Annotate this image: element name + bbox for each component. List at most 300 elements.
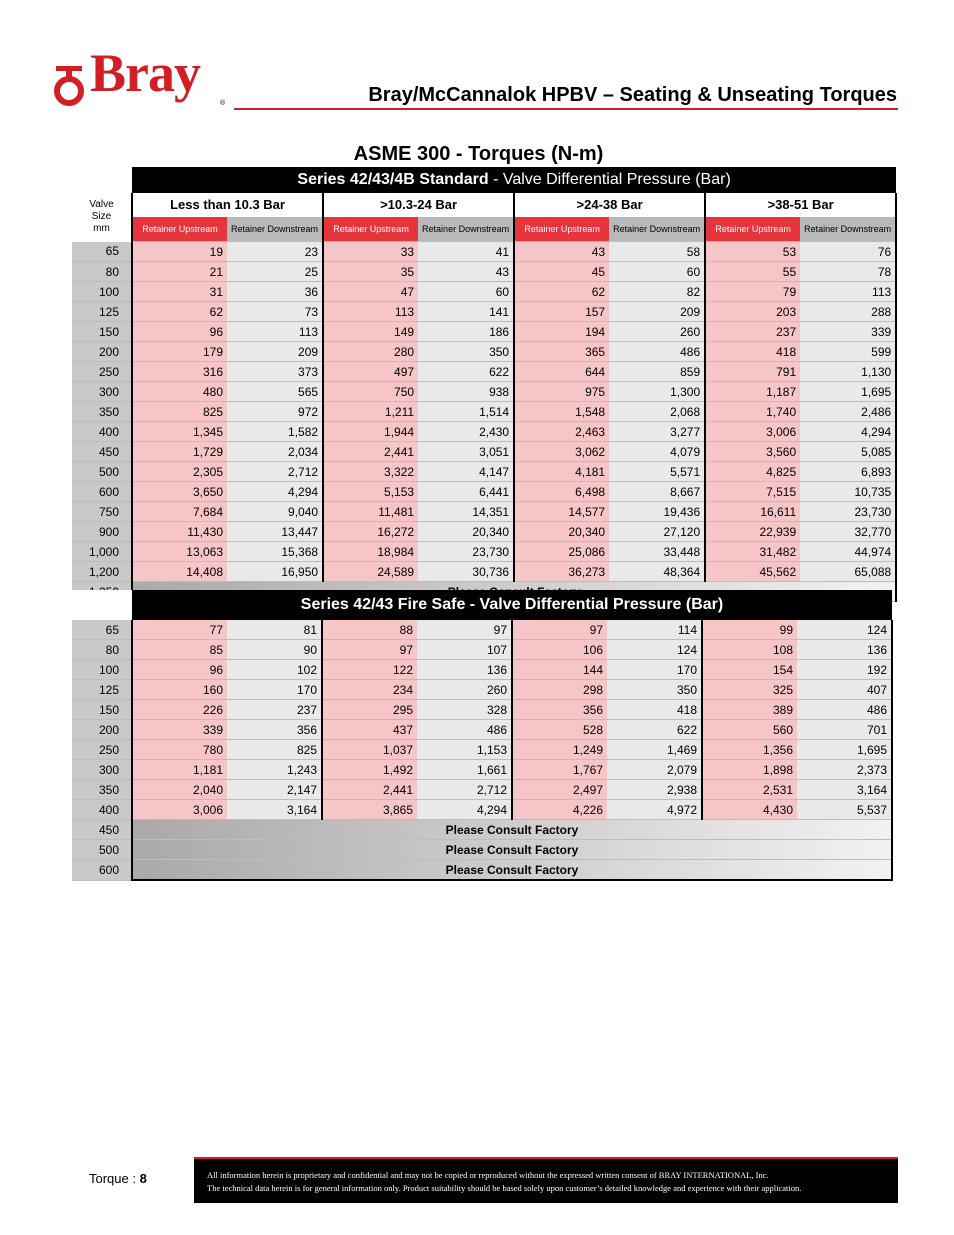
upstream-torque-cell: 3,006 xyxy=(132,800,227,820)
table-row xyxy=(72,800,892,820)
downstream-torque-cell: 23,730 xyxy=(418,542,514,562)
upstream-torque-cell: 791 xyxy=(705,362,800,382)
valve-size-cell: 80 xyxy=(72,640,132,660)
downstream-torque-cell: 209 xyxy=(609,302,705,322)
upstream-torque-cell: 24,589 xyxy=(323,562,418,582)
downstream-torque-cell: 10,735 xyxy=(800,482,896,502)
upstream-torque-cell: 6,498 xyxy=(514,482,609,502)
upstream-torque-cell: 234 xyxy=(322,680,417,700)
table-row xyxy=(72,620,892,640)
upstream-torque-cell: 77 xyxy=(132,620,227,640)
downstream-torque-cell: 4,294 xyxy=(227,482,323,502)
downstream-torque-cell: 825 xyxy=(227,740,322,760)
downstream-torque-cell: 1,582 xyxy=(227,422,323,442)
downstream-torque-cell: 6,441 xyxy=(418,482,514,502)
upstream-torque-cell: 5,153 xyxy=(323,482,418,502)
valve-size-cell: 350 xyxy=(72,780,132,800)
downstream-torque-cell: 60 xyxy=(418,282,514,302)
downstream-torque-cell: 5,537 xyxy=(797,800,892,820)
downstream-torque-cell: 5,085 xyxy=(800,442,896,462)
upstream-torque-cell: 13,063 xyxy=(132,542,227,562)
upstream-torque-cell: 47 xyxy=(323,282,418,302)
downstream-torque-cell: 16,950 xyxy=(227,562,323,582)
range-header: >24-38 Bar xyxy=(514,193,705,217)
upstream-torque-cell: 203 xyxy=(705,302,800,322)
downstream-torque-cell: 2,034 xyxy=(227,442,323,462)
downstream-torque-cell: 1,469 xyxy=(607,740,702,760)
downstream-torque-cell: 4,294 xyxy=(800,422,896,442)
upstream-torque-cell: 365 xyxy=(514,342,609,362)
downstream-torque-cell: 2,068 xyxy=(609,402,705,422)
table-row xyxy=(72,322,896,342)
downstream-torque-cell: 141 xyxy=(418,302,514,322)
table-row xyxy=(72,282,896,302)
downstream-torque-cell: 2,079 xyxy=(607,760,702,780)
upstream-torque-cell: 11,430 xyxy=(132,522,227,542)
downstream-torque-cell: 972 xyxy=(227,402,323,422)
downstream-torque-cell: 5,571 xyxy=(609,462,705,482)
downstream-torque-cell: 25 xyxy=(227,262,323,282)
downstream-torque-cell: 701 xyxy=(797,720,892,740)
downstream-torque-cell: 1,153 xyxy=(417,740,512,760)
valve-size-cell: 400 xyxy=(72,800,132,820)
upstream-torque-cell: 106 xyxy=(512,640,607,660)
downstream-torque-cell: 44,974 xyxy=(800,542,896,562)
downstream-torque-cell: 599 xyxy=(800,342,896,362)
registered-mark: ® xyxy=(220,100,226,107)
upstream-torque-cell: 1,767 xyxy=(512,760,607,780)
downstream-torque-cell: 58 xyxy=(609,242,705,262)
downstream-torque-cell: 136 xyxy=(417,660,512,680)
downstream-torque-cell: 73 xyxy=(227,302,323,322)
valve-size-cell: 200 xyxy=(72,720,132,740)
downstream-torque-cell: 237 xyxy=(227,700,322,720)
downstream-torque-cell: 23,730 xyxy=(800,502,896,522)
downstream-torque-cell: 2,373 xyxy=(797,760,892,780)
downstream-torque-cell: 859 xyxy=(609,362,705,382)
upstream-torque-cell: 2,463 xyxy=(514,422,609,442)
upstream-torque-cell: 356 xyxy=(512,700,607,720)
upstream-torque-cell: 31,482 xyxy=(705,542,800,562)
downstream-torque-cell: 33,448 xyxy=(609,542,705,562)
upstream-torque-cell: 96 xyxy=(132,660,227,680)
downstream-torque-cell: 486 xyxy=(417,720,512,740)
downstream-torque-cell: 373 xyxy=(227,362,323,382)
downstream-torque-cell: 1,661 xyxy=(417,760,512,780)
valve-size-cell: 300 xyxy=(72,382,132,402)
page-header-title: Bray/McCannalok HPBV – Seating & Unseating Torques xyxy=(368,84,897,106)
page-number-value: 8 xyxy=(139,1171,147,1186)
upstream-torque-cell: 16,611 xyxy=(705,502,800,522)
upstream-torque-cell: 88 xyxy=(322,620,417,640)
downstream-torque-cell: 486 xyxy=(797,700,892,720)
sub-header-upstream: Retainer Upstream xyxy=(132,217,227,242)
upstream-torque-cell: 55 xyxy=(705,262,800,282)
upstream-torque-cell: 85 xyxy=(132,640,227,660)
upstream-torque-cell: 316 xyxy=(132,362,227,382)
valve-size-cell: 600 xyxy=(72,482,132,502)
upstream-torque-cell: 4,226 xyxy=(512,800,607,820)
consult-factory-cell: Please Consult Factory xyxy=(132,860,892,881)
downstream-torque-cell: 1,243 xyxy=(227,760,322,780)
downstream-torque-cell: 2,147 xyxy=(227,780,322,800)
table-row xyxy=(72,522,896,542)
upstream-torque-cell: 3,322 xyxy=(323,462,418,482)
upstream-torque-cell: 179 xyxy=(132,342,227,362)
downstream-torque-cell: 4,972 xyxy=(607,800,702,820)
downstream-torque-cell: 20,340 xyxy=(418,522,514,542)
valve-size-cell: 150 xyxy=(72,322,132,342)
upstream-torque-cell: 108 xyxy=(702,640,797,660)
range-header: >38-51 Bar xyxy=(705,193,896,217)
upstream-torque-cell: 157 xyxy=(514,302,609,322)
downstream-torque-cell: 3,164 xyxy=(227,800,322,820)
valve-size-cell: 600 xyxy=(72,860,132,881)
standard-section-title xyxy=(132,167,896,193)
table-row xyxy=(72,820,892,840)
downstream-torque-cell: 81 xyxy=(227,620,322,640)
size-header-line: mm xyxy=(93,223,110,235)
downstream-torque-cell: 350 xyxy=(418,342,514,362)
upstream-torque-cell: 160 xyxy=(132,680,227,700)
table-row xyxy=(72,262,896,282)
range-header: Less than 10.3 Bar xyxy=(132,193,323,217)
upstream-torque-cell: 53 xyxy=(705,242,800,262)
table-row xyxy=(72,502,896,522)
upstream-torque-cell: 480 xyxy=(132,382,227,402)
upstream-torque-cell: 25,086 xyxy=(514,542,609,562)
bray-logo-mark-icon xyxy=(52,66,86,106)
page-label: Torque : xyxy=(89,1171,140,1186)
firesafe-section-title: Series 42/43 Fire Safe - Valve Differential Pressure (Bar) xyxy=(132,590,892,620)
table-row xyxy=(72,760,892,780)
upstream-torque-cell: 20,340 xyxy=(514,522,609,542)
downstream-torque-cell: 15,368 xyxy=(227,542,323,562)
upstream-torque-cell: 418 xyxy=(705,342,800,362)
upstream-torque-cell: 33 xyxy=(323,242,418,262)
valve-size-cell: 100 xyxy=(72,282,132,302)
upstream-torque-cell: 1,356 xyxy=(702,740,797,760)
downstream-torque-cell: 30,736 xyxy=(418,562,514,582)
upstream-torque-cell: 750 xyxy=(323,382,418,402)
downstream-torque-cell: 4,294 xyxy=(417,800,512,820)
valve-size-cell: 80 xyxy=(72,262,132,282)
downstream-torque-cell: 418 xyxy=(607,700,702,720)
disclaimer-line-2: The technical data herein is for general information only. Product suitability should be based solely upon customer’s detailed knowledge and experience with their application. xyxy=(207,1183,802,1193)
upstream-torque-cell: 7,515 xyxy=(705,482,800,502)
downstream-torque-cell: 3,051 xyxy=(418,442,514,462)
upstream-torque-cell: 18,984 xyxy=(323,542,418,562)
valve-size-cell: 200 xyxy=(72,342,132,362)
upstream-torque-cell: 62 xyxy=(132,302,227,322)
upstream-torque-cell: 825 xyxy=(132,402,227,422)
downstream-torque-cell: 192 xyxy=(797,660,892,680)
upstream-torque-cell: 7,684 xyxy=(132,502,227,522)
upstream-torque-cell: 35 xyxy=(323,262,418,282)
valve-size-cell: 150 xyxy=(72,700,132,720)
downstream-torque-cell: 2,712 xyxy=(227,462,323,482)
upstream-torque-cell: 149 xyxy=(323,322,418,342)
upstream-torque-cell: 1,181 xyxy=(132,760,227,780)
upstream-torque-cell: 2,441 xyxy=(322,780,417,800)
upstream-torque-cell: 16,272 xyxy=(323,522,418,542)
downstream-torque-cell: 19,436 xyxy=(609,502,705,522)
upstream-torque-cell: 62 xyxy=(514,282,609,302)
downstream-torque-cell: 622 xyxy=(607,720,702,740)
downstream-torque-cell: 114 xyxy=(607,620,702,640)
upstream-torque-cell: 226 xyxy=(132,700,227,720)
downstream-torque-cell: 32,770 xyxy=(800,522,896,542)
sub-header-downstream: Retainer Downstream xyxy=(227,217,323,242)
table-row xyxy=(72,422,896,442)
downstream-torque-cell: 48,364 xyxy=(609,562,705,582)
upstream-torque-cell: 2,305 xyxy=(132,462,227,482)
downstream-torque-cell: 136 xyxy=(797,640,892,660)
upstream-torque-cell: 1,944 xyxy=(323,422,418,442)
downstream-torque-cell: 124 xyxy=(607,640,702,660)
downstream-torque-cell: 622 xyxy=(418,362,514,382)
table-row xyxy=(72,542,896,562)
valve-size-cell: 125 xyxy=(72,302,132,322)
downstream-torque-cell: 23 xyxy=(227,242,323,262)
bray-logo xyxy=(52,43,232,112)
footer-disclaimer xyxy=(194,1157,898,1203)
downstream-torque-cell: 288 xyxy=(800,302,896,322)
upstream-torque-cell: 1,548 xyxy=(514,402,609,422)
standard-torque-table xyxy=(72,167,897,602)
upstream-torque-cell: 21 xyxy=(132,262,227,282)
downstream-torque-cell: 113 xyxy=(227,322,323,342)
valve-size-cell: 450 xyxy=(72,442,132,462)
upstream-torque-cell: 2,040 xyxy=(132,780,227,800)
downstream-torque-cell: 3,164 xyxy=(797,780,892,800)
table-row xyxy=(72,840,892,860)
downstream-torque-cell: 27,120 xyxy=(609,522,705,542)
range-header: >10.3-24 Bar xyxy=(323,193,514,217)
standard-table-body xyxy=(72,242,896,602)
upstream-torque-cell: 14,577 xyxy=(514,502,609,522)
upstream-torque-cell: 1,492 xyxy=(322,760,417,780)
upstream-torque-cell: 31 xyxy=(132,282,227,302)
downstream-torque-cell: 3,277 xyxy=(609,422,705,442)
table-row xyxy=(72,640,892,660)
upstream-torque-cell: 497 xyxy=(323,362,418,382)
downstream-torque-cell: 407 xyxy=(797,680,892,700)
upstream-torque-cell: 122 xyxy=(322,660,417,680)
table-row xyxy=(72,442,896,462)
downstream-torque-cell: 4,147 xyxy=(418,462,514,482)
downstream-torque-cell: 41 xyxy=(418,242,514,262)
upstream-torque-cell: 45,562 xyxy=(705,562,800,582)
valve-size-cell: 750 xyxy=(72,502,132,522)
upstream-torque-cell: 79 xyxy=(705,282,800,302)
table-row xyxy=(72,780,892,800)
header-rule xyxy=(234,108,898,110)
valve-size-cell: 450 xyxy=(72,820,132,840)
downstream-torque-cell: 339 xyxy=(800,322,896,342)
downstream-torque-cell: 170 xyxy=(607,660,702,680)
upstream-torque-cell: 19 xyxy=(132,242,227,262)
downstream-torque-cell: 1,695 xyxy=(797,740,892,760)
consult-factory-cell: Please Consult Factory xyxy=(132,840,892,860)
table-row xyxy=(72,302,896,322)
upstream-torque-cell: 1,249 xyxy=(512,740,607,760)
upstream-torque-cell: 22,939 xyxy=(705,522,800,542)
consult-factory-cell: Please Consult Factory xyxy=(132,820,892,840)
upstream-torque-cell: 144 xyxy=(512,660,607,680)
disclaimer-line-1: All information herein is proprietary and confidential and may not be copied or reproduced without the expressed written consent of BRAY INTERNATIONAL, Inc. xyxy=(207,1170,769,1180)
upstream-torque-cell: 96 xyxy=(132,322,227,342)
upstream-torque-cell: 97 xyxy=(322,640,417,660)
sub-header-downstream: Retainer Downstream xyxy=(418,217,514,242)
downstream-torque-cell: 1,514 xyxy=(418,402,514,422)
table-row xyxy=(72,362,896,382)
table-row xyxy=(72,680,892,700)
brand-name: Bray xyxy=(90,43,200,103)
sub-header-downstream: Retainer Downstream xyxy=(800,217,896,242)
downstream-torque-cell: 124 xyxy=(797,620,892,640)
downstream-torque-cell: 260 xyxy=(609,322,705,342)
upstream-torque-cell: 1,345 xyxy=(132,422,227,442)
upstream-torque-cell: 528 xyxy=(512,720,607,740)
downstream-torque-cell: 209 xyxy=(227,342,323,362)
upstream-torque-cell: 99 xyxy=(702,620,797,640)
upstream-torque-cell: 560 xyxy=(702,720,797,740)
downstream-torque-cell: 1,130 xyxy=(800,362,896,382)
downstream-torque-cell: 14,351 xyxy=(418,502,514,522)
valve-size-cell: 350 xyxy=(72,402,132,422)
upstream-torque-cell: 280 xyxy=(323,342,418,362)
upstream-torque-cell: 1,187 xyxy=(705,382,800,402)
upstream-torque-cell: 3,006 xyxy=(705,422,800,442)
upstream-torque-cell: 339 xyxy=(132,720,227,740)
valve-size-header xyxy=(72,193,132,242)
header-spacer xyxy=(72,167,132,193)
upstream-torque-cell: 36,273 xyxy=(514,562,609,582)
upstream-torque-cell: 2,531 xyxy=(702,780,797,800)
downstream-torque-cell: 8,667 xyxy=(609,482,705,502)
table-row xyxy=(72,720,892,740)
table-row xyxy=(72,660,892,680)
table-row xyxy=(72,342,896,362)
sub-header-downstream: Retainer Downstream xyxy=(609,217,705,242)
table-row xyxy=(72,482,896,502)
downstream-torque-cell: 328 xyxy=(417,700,512,720)
upstream-torque-cell: 2,497 xyxy=(512,780,607,800)
downstream-torque-cell: 97 xyxy=(417,620,512,640)
downstream-torque-cell: 2,712 xyxy=(417,780,512,800)
firesafe-torque-table xyxy=(72,590,893,881)
size-header-line: Valve xyxy=(89,199,114,211)
valve-size-cell: 100 xyxy=(72,660,132,680)
upstream-torque-cell: 1,898 xyxy=(702,760,797,780)
downstream-torque-cell: 6,893 xyxy=(800,462,896,482)
downstream-torque-cell: 4,079 xyxy=(609,442,705,462)
upstream-torque-cell: 1,211 xyxy=(323,402,418,422)
upstream-torque-cell: 1,740 xyxy=(705,402,800,422)
upstream-torque-cell: 325 xyxy=(702,680,797,700)
downstream-torque-cell: 260 xyxy=(417,680,512,700)
upstream-torque-cell: 97 xyxy=(512,620,607,640)
downstream-torque-cell: 107 xyxy=(417,640,512,660)
downstream-torque-cell: 1,695 xyxy=(800,382,896,402)
standard-title-bold: Series 42/43/4B Standard xyxy=(297,171,489,188)
upstream-torque-cell: 2,441 xyxy=(323,442,418,462)
upstream-torque-cell: 14,408 xyxy=(132,562,227,582)
valve-size-cell: 900 xyxy=(72,522,132,542)
valve-size-cell: 400 xyxy=(72,422,132,442)
sub-header-upstream: Retainer Upstream xyxy=(323,217,418,242)
main-title: ASME 300 - Torques (N-m) xyxy=(353,143,604,165)
upstream-torque-cell: 3,650 xyxy=(132,482,227,502)
size-header-line: Size xyxy=(91,211,112,223)
upstream-torque-cell: 4,430 xyxy=(702,800,797,820)
upstream-torque-cell: 3,865 xyxy=(322,800,417,820)
upstream-torque-cell: 45 xyxy=(514,262,609,282)
upstream-torque-cell: 4,825 xyxy=(705,462,800,482)
upstream-torque-cell: 4,181 xyxy=(514,462,609,482)
table-row xyxy=(72,740,892,760)
downstream-torque-cell: 2,938 xyxy=(607,780,702,800)
downstream-torque-cell: 102 xyxy=(227,660,322,680)
downstream-torque-cell: 43 xyxy=(418,262,514,282)
valve-size-cell: 500 xyxy=(72,462,132,482)
upstream-torque-cell: 298 xyxy=(512,680,607,700)
upstream-torque-cell: 1,037 xyxy=(322,740,417,760)
table-row xyxy=(72,462,896,482)
sub-header-upstream: Retainer Upstream xyxy=(705,217,800,242)
downstream-torque-cell: 78 xyxy=(800,262,896,282)
downstream-torque-cell: 938 xyxy=(418,382,514,402)
downstream-torque-cell: 486 xyxy=(609,342,705,362)
valve-size-cell: 65 xyxy=(72,620,132,640)
upstream-torque-cell: 295 xyxy=(322,700,417,720)
valve-size-cell: 1,000 xyxy=(72,542,132,562)
upstream-torque-cell: 975 xyxy=(514,382,609,402)
table-row xyxy=(72,382,896,402)
downstream-torque-cell: 350 xyxy=(607,680,702,700)
table-row xyxy=(72,700,892,720)
sub-header-upstream: Retainer Upstream xyxy=(514,217,609,242)
downstream-torque-cell: 65,088 xyxy=(800,562,896,582)
valve-size-cell: 125 xyxy=(72,680,132,700)
table-row xyxy=(72,860,892,881)
upstream-torque-cell: 1,729 xyxy=(132,442,227,462)
upstream-torque-cell: 11,481 xyxy=(323,502,418,522)
downstream-torque-cell: 76 xyxy=(800,242,896,262)
upstream-torque-cell: 437 xyxy=(322,720,417,740)
downstream-torque-cell: 60 xyxy=(609,262,705,282)
downstream-torque-cell: 36 xyxy=(227,282,323,302)
upstream-torque-cell: 3,560 xyxy=(705,442,800,462)
valve-size-cell: 500 xyxy=(72,840,132,860)
upstream-torque-cell: 237 xyxy=(705,322,800,342)
table-row xyxy=(72,242,896,262)
downstream-torque-cell: 186 xyxy=(418,322,514,342)
downstream-torque-cell: 90 xyxy=(227,640,322,660)
downstream-torque-cell: 2,486 xyxy=(800,402,896,422)
downstream-torque-cell: 113 xyxy=(800,282,896,302)
downstream-torque-cell: 9,040 xyxy=(227,502,323,522)
table-row xyxy=(72,402,896,422)
upstream-torque-cell: 780 xyxy=(132,740,227,760)
downstream-torque-cell: 170 xyxy=(227,680,322,700)
valve-size-cell: 250 xyxy=(72,740,132,760)
upstream-torque-cell: 194 xyxy=(514,322,609,342)
valve-size-cell: 65 xyxy=(72,242,132,262)
header-spacer xyxy=(72,590,132,620)
valve-size-cell: 250 xyxy=(72,362,132,382)
